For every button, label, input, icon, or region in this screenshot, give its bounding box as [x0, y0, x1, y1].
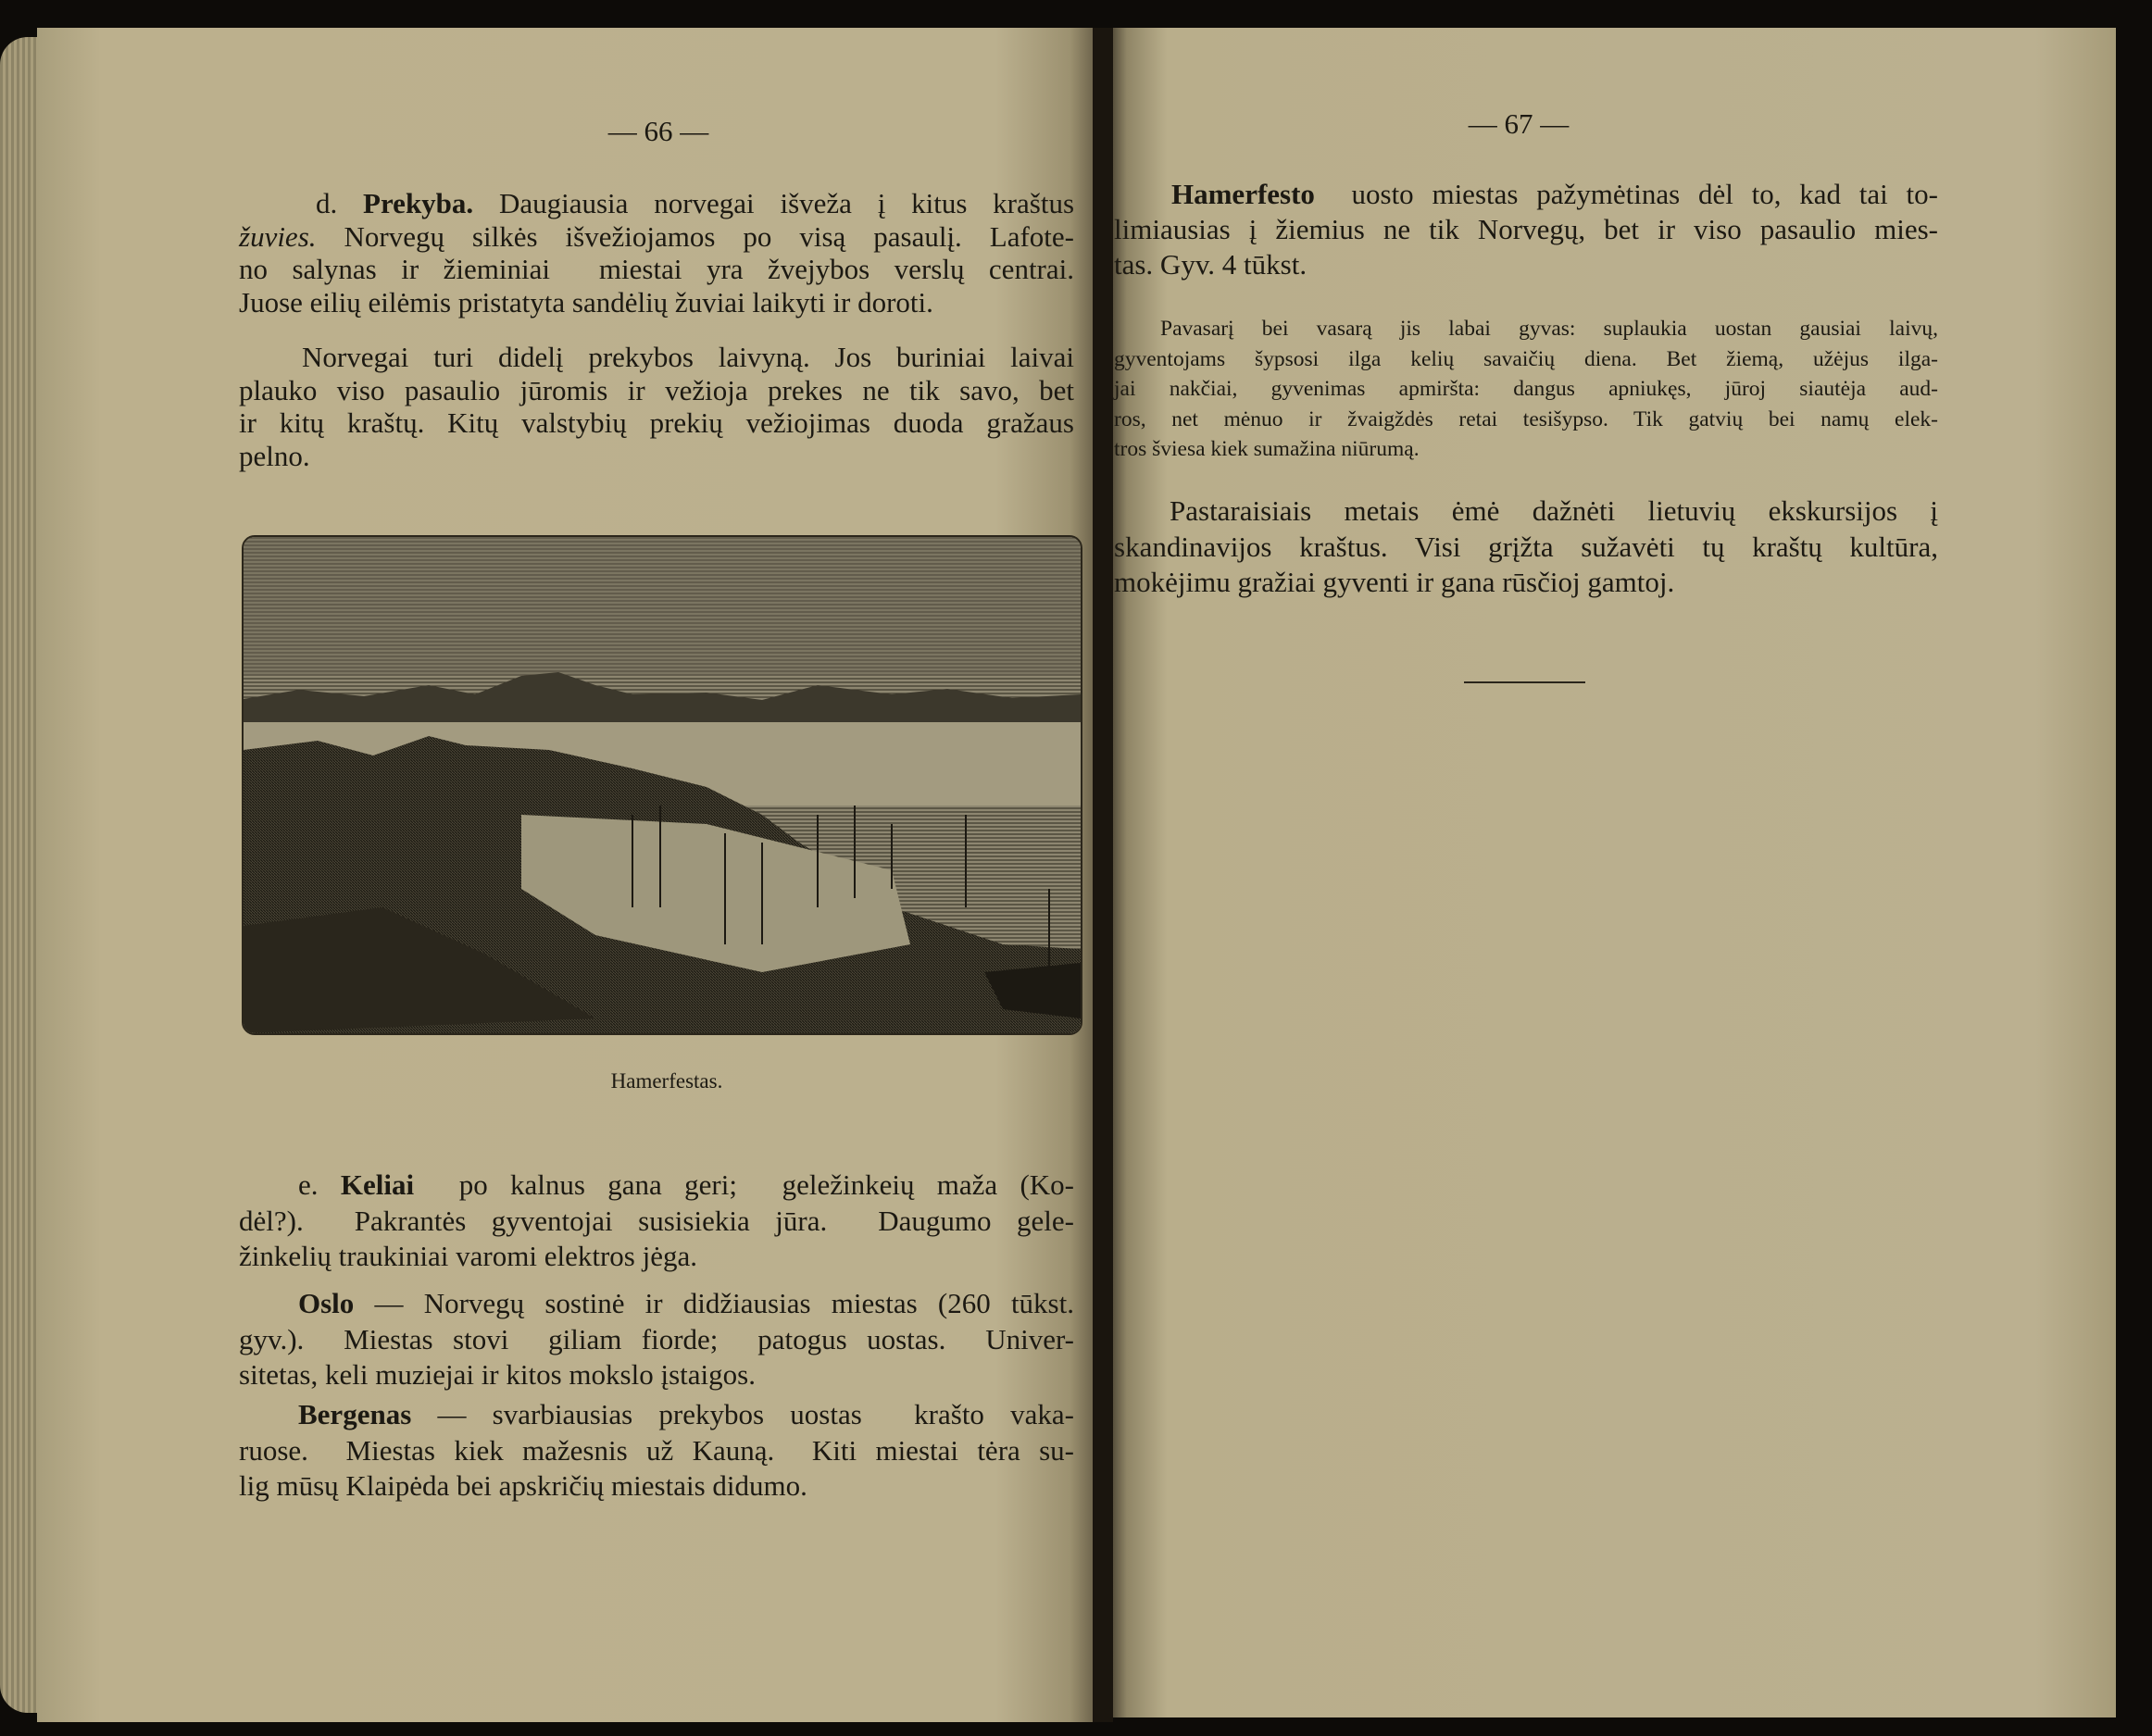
- page-number-right: — 67 —: [1468, 107, 1570, 140]
- text-span: Juose eilių eilėmis pristatyta sandėlių žuviai laikyti ir doroti.: [239, 285, 933, 318]
- text-line: [239, 1358, 1074, 1392]
- text-line: [239, 1434, 1074, 1467]
- page-number-left: — 66 —: [607, 115, 709, 147]
- text-span: sitetas, keli muziejai ir kitos mokslo įstaigos.: [239, 1358, 756, 1391]
- text-line: [316, 187, 1074, 220]
- text-span: žinkelių traukiniai varomi elektros jėga.: [239, 1240, 697, 1272]
- bold-term: Oslo: [298, 1287, 355, 1319]
- text-line: plauko viso pasaulio jūromis ir vežioja prekes ne tik savo, bet: [239, 373, 1074, 406]
- italic-term: žuvies.: [239, 219, 317, 253]
- text-line: ir kitų kraštų. Kitų valstybių prekių vežiojimas duoda gražaus: [239, 406, 1074, 439]
- text-span: po kalnus gana geri; geležinkeių maža (Ko-: [414, 1168, 1075, 1201]
- text-line: Norvegai turi didelį prekybos laivyną. Jos buriniai laivai: [302, 341, 1074, 373]
- text-line: jai nakčiai, gyvenimas apmiršta: dangus apniukęs, jūroj siautėja aud-: [1114, 377, 1938, 402]
- book-gutter: [1093, 28, 1113, 1722]
- text-span: tas. Gyv. 4 tūkst.: [1114, 248, 1307, 281]
- text-line: [239, 1323, 1074, 1356]
- text-line: [1114, 248, 1938, 281]
- text-span: d.: [316, 187, 364, 219]
- text-line: mokėjimu gražiai gyventi ir gana rūsčioj gamtoj.: [1114, 566, 1675, 598]
- text-line: pelno.: [239, 439, 310, 472]
- text-line: [1171, 178, 1938, 211]
- text-line: [298, 1287, 1074, 1320]
- text-span: uosto miestas pažymėtinas dėl to, kad tai to-: [1314, 178, 1938, 210]
- text-span: e.: [298, 1168, 341, 1201]
- text-line: [239, 1205, 1074, 1238]
- text-line: [239, 253, 1074, 286]
- text-line: [239, 286, 1074, 319]
- text-span: limiausias į žiemius ne tik Norvegų, bet ir viso pasaulio mies-: [1114, 213, 1938, 245]
- text-span: — Norvegų sostinė ir didžiausias miestas (260 tūkst.: [354, 1287, 1074, 1319]
- bold-term: Prekyba.: [363, 187, 474, 219]
- text-span: no salynas ir žieminiai miestai yra žvejybos verslų centrai.: [239, 253, 1074, 285]
- section-end-rule: [1464, 681, 1585, 683]
- text-line: Pastaraisiais metais ėmė dažnėti lietuvių ekskursijos į: [1170, 494, 1938, 527]
- bold-term: Bergenas: [298, 1398, 412, 1430]
- text-span: ruose. Miestas kiek mažesnis už Kauną. Kiti miestai tėra su-: [239, 1433, 1074, 1467]
- text-line: tros šviesa kiek sumažina niūrumą.: [1114, 437, 1420, 462]
- text-span: gyv.). Miestas stovi giliam fiorde; patogus uostas. Univer-: [239, 1322, 1074, 1355]
- text-line: skandinavijos kraštus. Visi grįžta sužavėti tų kraštų kultūra,: [1114, 530, 1938, 563]
- text-line: [239, 1469, 1074, 1503]
- text-line: [1114, 213, 1938, 246]
- text-line: [298, 1398, 1074, 1431]
- image-caption: Hamerfestas.: [610, 1069, 723, 1093]
- text-span: Norvegų silkės išvežiojamos po visą pasaulį. Lafote-: [316, 219, 1074, 253]
- bold-term: Keliai: [340, 1168, 415, 1201]
- bold-term: Hamerfesto: [1171, 178, 1315, 210]
- text-line: [239, 220, 1074, 254]
- text-line: [298, 1168, 1074, 1202]
- text-span: lig mūsų Klaipėda bei apskričių miestais didumo.: [239, 1469, 807, 1502]
- text-span: — svarbiausias prekybos uostas krašto vaka-: [411, 1398, 1074, 1430]
- text-line: Pavasarį bei vasarą jis labai gyvas: suplaukia uostan gausiai laivų,: [1160, 317, 1938, 341]
- text-span: Daugiausia norvegai išveža į kitus kraštus: [473, 187, 1075, 219]
- hamerfestas-illustration: [242, 535, 1082, 1035]
- text-line: ros, net mėnuo ir žvaigždės retai tesišypso. Tik gatvių bei namų elek-: [1114, 406, 1938, 431]
- text-line: [239, 1240, 1074, 1273]
- text-span: dėl?). Pakrantės gyventojai susisiekia jūra. Daugumo gele-: [239, 1204, 1074, 1237]
- text-line: gyventojams šypsosi ilga kelių savaičių diena. Bet žiemą, užėjus ilga-: [1114, 346, 1938, 371]
